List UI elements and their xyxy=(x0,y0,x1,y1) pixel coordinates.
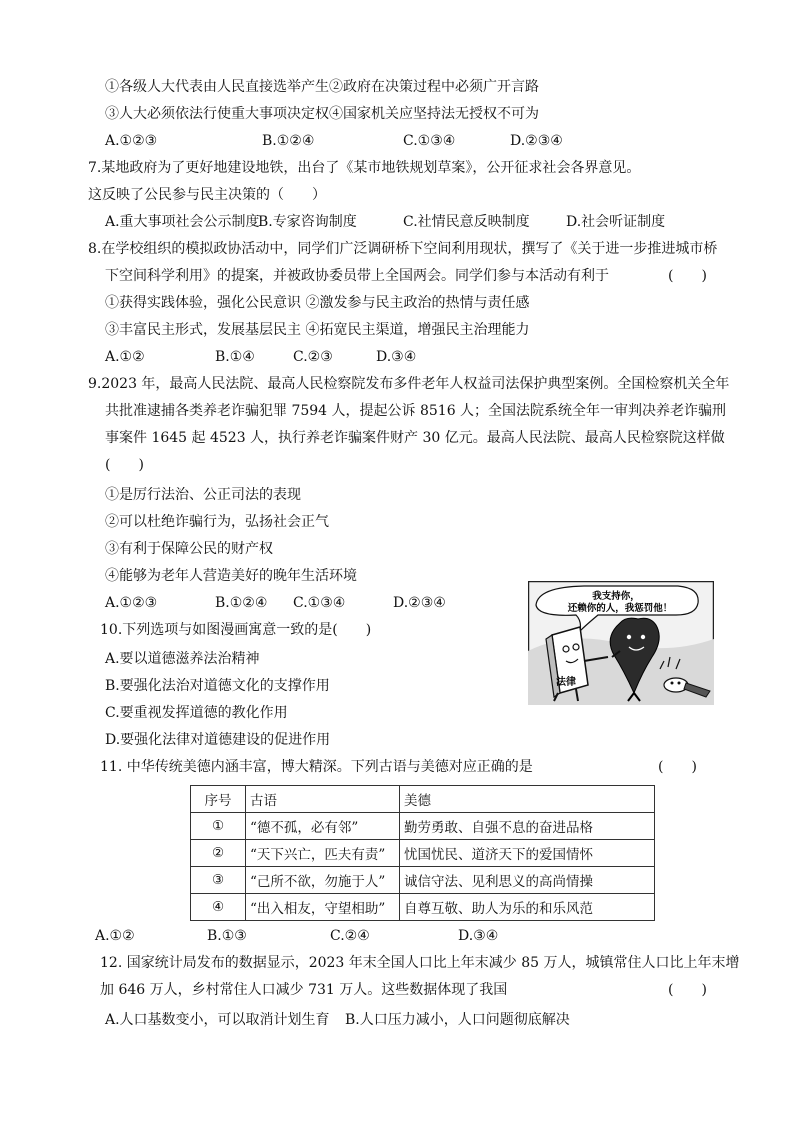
q9-statement-2: ②可以杜绝诈骗行为，弘扬社会正气 xyxy=(105,514,329,530)
q9-statement-4: ④能够为老年人营造美好的晚年生活环境 xyxy=(105,568,357,584)
q11-option-a: A.①② xyxy=(95,928,135,944)
q8-option-b: B.①④ xyxy=(215,349,255,365)
q8-stem-2: 下空间科学利用》的提案，并被政协委员带上全国两会。同学们参与本活动有利于 xyxy=(105,268,609,284)
q11-option-c: C.②④ xyxy=(330,928,370,944)
row-saying: “德不孤，必有邻” xyxy=(246,813,400,840)
q11-answer-paren: ( ) xyxy=(658,759,697,775)
header-index: 序号 xyxy=(191,786,246,813)
q12-stem-1: 12. 国家统计局发布的数据显示，2023 年末全国人口比上年末减少 85 万人，城镇常住人口比上年末增 xyxy=(100,955,740,971)
speech-bubble-line-1: 我支持你， xyxy=(592,591,640,602)
q6-statements-2: ③人大必须依法行使重大事项决定权④国家机关应坚持法无授权不可为 xyxy=(105,106,539,122)
q8-answer-paren: ( ) xyxy=(668,268,707,284)
row-index: ② xyxy=(191,840,246,867)
q12-answer-paren: ( ) xyxy=(668,982,707,998)
q6-option-d: D.②③④ xyxy=(510,133,563,149)
q10-stem: 10.下列选项与如图漫画寓意一致的是( ) xyxy=(100,622,372,638)
row-index: ① xyxy=(191,813,246,840)
q7-option-d: D.社会听证制度 xyxy=(566,214,666,230)
q12-option-b: B.人口压力减小，人口问题彻底解决 xyxy=(345,1012,570,1028)
q10-option-b: B.要强化法治对道德文化的支撑作用 xyxy=(105,678,330,694)
q9-stem-3: 事案件 1645 起 4523 人，执行养老诈骗案件财产 30 亿元。最高人民法院、最高人民检察院这样做 xyxy=(105,430,725,446)
q9-stem-2: 共批准逮捕各类养老诈骗犯罪 7594 人，提起公诉 8516 人；全国法院系统全年一审判决养老诈骗刑 xyxy=(105,403,727,419)
q7-option-b: B.专家咨询制度 xyxy=(258,214,357,230)
q10-option-d: D.要强化法律对道德建设的促进作用 xyxy=(105,732,331,748)
table-row xyxy=(191,840,655,867)
row-index: ③ xyxy=(191,867,246,894)
table-row xyxy=(191,894,655,921)
row-virtue: 自尊互敬、助人为乐的和乐风范 xyxy=(400,894,655,921)
table-row xyxy=(191,813,655,840)
row-saying: “天下兴亡，匹夫有责” xyxy=(246,840,400,867)
q8-option-d: D.③④ xyxy=(376,349,417,365)
header-virtue: 美德 xyxy=(400,786,655,813)
q8-statements-1: ①获得实践体验，强化公民意识 ②激发参与民主政治的热情与责任感 xyxy=(105,295,530,311)
q12-option-a: A.人口基数变小，可以取消计划生育 xyxy=(105,1012,330,1028)
q9-option-d: D.②③④ xyxy=(393,595,446,611)
row-virtue: 忧国忧民、道济天下的爱国情怀 xyxy=(400,840,655,867)
table-header-row xyxy=(191,786,655,813)
q9-option-a: A.①②③ xyxy=(105,595,158,611)
table-row xyxy=(191,867,655,894)
q9-statement-3: ③有利于保障公民的财产权 xyxy=(105,541,273,557)
row-virtue: 诚信守法、见利思义的高尚情操 xyxy=(400,867,655,894)
law-book-label: 法律 xyxy=(556,677,576,688)
q7-stem-1: 7.某地政府为了更好地建设地铁，出台了《某市地铁规划草案》，公开征求社会各界意见。 xyxy=(88,160,641,176)
q11-option-b: B.①③ xyxy=(207,928,247,944)
q6-statements-1: ①各级人大代表由人民直接选举产生②政府在决策过程中必须广开言路 xyxy=(105,79,539,95)
q8-stem-1: 8.在学校组织的模拟政协活动中，同学们广泛调研桥下空间利用现状，撰写了《关于进一步推进城市桥 xyxy=(88,241,718,257)
q9-stem-1: 9.2023 年，最高人民法院、最高人民检察院发布多件老年人权益司法保护典型案例。全国检察机关全年 xyxy=(88,376,730,392)
q9-statement-1: ①是厉行法治、公正司法的表现 xyxy=(105,487,301,503)
q7-option-a: A.重大事项社会公示制度 xyxy=(105,214,260,230)
q12-stem-2: 加 646 万人，乡村常住人口减少 731 万人。这些数据体现了我国 xyxy=(100,982,508,998)
q6-option-a: A.①②③ xyxy=(105,133,158,149)
row-saying: “己所不欲，勿施于人” xyxy=(246,867,400,894)
q9-option-b: B.①②④ xyxy=(215,595,268,611)
q6-option-c: C.①③④ xyxy=(403,133,456,149)
q7-option-c: C.社情民意反映制度 xyxy=(403,214,530,230)
q11-option-d: D.③④ xyxy=(458,928,499,944)
row-virtue: 勤劳勇敢、自强不息的奋进品格 xyxy=(400,813,655,840)
speech-bubble-line-2: 还赖你的人，我惩罚他！ xyxy=(567,603,673,614)
q9-option-c: C.①③④ xyxy=(293,595,346,611)
q10-option-a: A.要以道德滋养法治精神 xyxy=(105,651,260,667)
q8-option-a: A.①② xyxy=(105,349,145,365)
row-index: ④ xyxy=(191,894,246,921)
q8-statements-2: ③丰富民主形式，发展基层民主 ④拓宽民主渠道，增强民主治理能力 xyxy=(105,322,530,338)
q7-stem-2: 这反映了公民参与民主决策的（ ） xyxy=(88,187,326,203)
q9-answer-paren: ( ) xyxy=(105,457,144,473)
virtue-table xyxy=(190,785,655,921)
q8-option-c: C.②③ xyxy=(293,349,333,365)
row-saying: “出入相友，守望相助” xyxy=(246,894,400,921)
q10-option-c: C.要重视发挥道德的教化作用 xyxy=(105,705,288,721)
q11-stem: 11. 中华传统美德内涵丰富，博大精深。下列古语与美德对应正确的是 xyxy=(100,759,533,775)
q6-option-b: B.①②④ xyxy=(262,133,315,149)
header-saying: 古语 xyxy=(246,786,400,813)
law-morality-cartoon xyxy=(528,581,714,705)
